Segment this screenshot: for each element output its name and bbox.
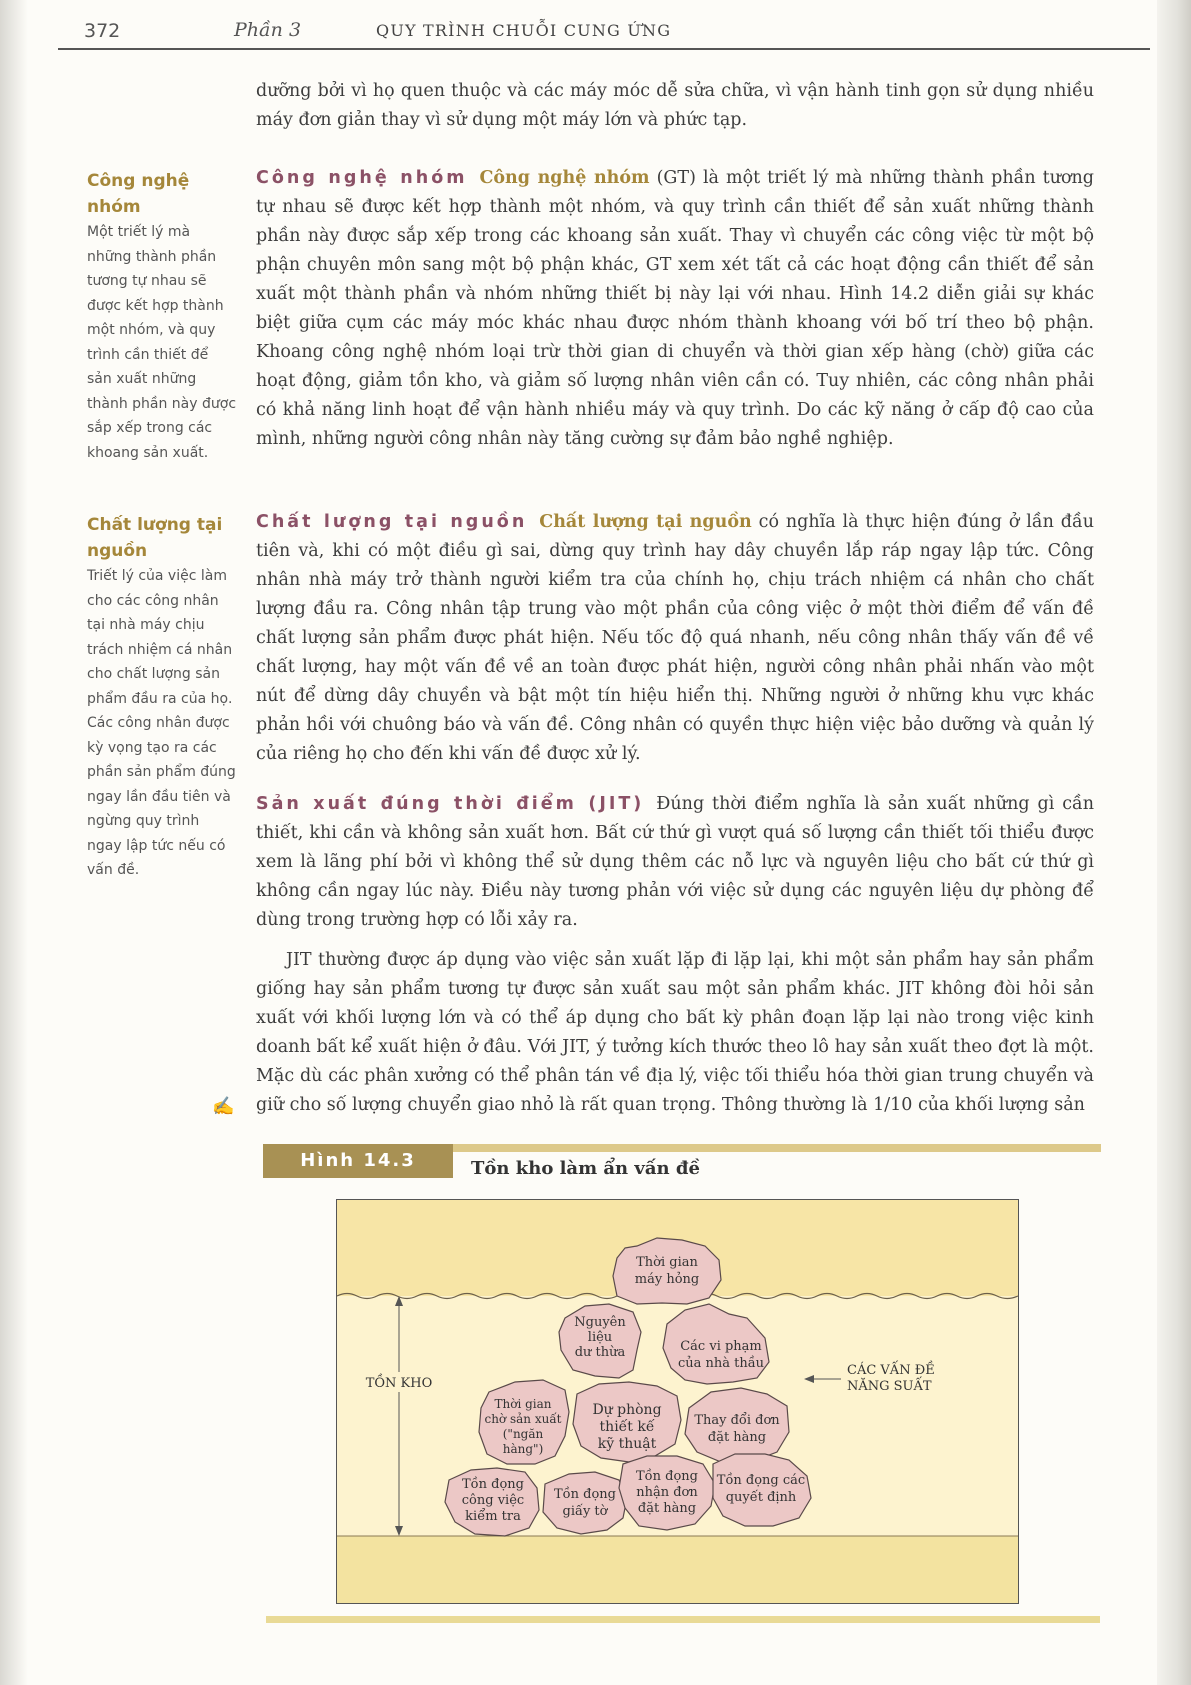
rock-label-inspection-backlog: Tồn đọng công việc kiểm tra [461,1477,525,1524]
margin-note-group-technology [87,168,237,465]
figure-header [263,1144,1101,1178]
section-text: có nghĩa là thực hiện đúng ở lần đầu tiên và, khi có một điều gì sai, dừng quy trình hay dây chuyền lắp ráp ngay lập tức. Công nhân nhà máy trở thành người kiểm tra của chính họ, chịu trách nhiệm cá nhân cho chất lượng đầu ra. Công nhân tập trung vào một phần của công việc ở một thời điểm để vấn đề chất lượng sản phẩm được phát hiện. Nếu tốc độ quá nhanh, nếu công nhân thấy vấn đề về chất lượng, hay một vấn đề về an toàn được phát hiện, người công nhân phải nhấn vào một nút để dừng dây chuyền và bật một tín hiệu hiển thị. Những người ở những khu vực khác phản hồi với chuông báo và vấn đề. Công nhân có quyền thực hiện việc bảo dưỡng và quản lý của riêng họ cho đến khi vấn đề được xử lý. [256,512,1094,764]
figure-bottom-rule [266,1616,1100,1623]
section-text: Đúng thời điểm nghĩa là sản xuất những gì cần thiết, khi cần và không sản xuất hơn. Bất cứ thứ gì vượt quá số lượng cần thiết tối thiểu được xem là lãng phí bởi vì không thể sử dụng thêm các nỗ lực và nguyên liệu cho bất cứ thứ gì không cần ngay lúc này. Điều này tương phản với việc sử dụng các nguyên liệu dự phòng để dùng trong trường hợp có lỗi xảy ra. [256,794,1094,930]
jit-text: JIT thường được áp dụng vào việc sản xuất lặp đi lặp lại, khi một sản phẩm hay sản phẩm giống hay sản phẩm tương tự được sản xuất sau một sản phẩm khác. JIT không đòi hỏi sản xuất với khối lượng lớn và có thể áp dụng cho bất kỳ phân đoạn lặp lại nào trong việc kinh doanh bất kể xuất hiện ở đâu. Với JIT, ý tưởng kích thước theo lô hay sản xuất theo đợt là một. Mặc dù các phân xưởng có thể phân tán về địa lý, việc tối thiểu hóa thời gian trung chuyển và giữ cho số lượng chuyển giao nhỏ là rất quan trọng. Thông thường là 1/10 của khối lượng sản [256,950,1094,1115]
inventory-hides-problems-diagram [336,1199,1019,1604]
margin-note-body: Một triết lý mà những thành phần tương tự nhau sẽ được kết hợp thành một nhóm, và quy trình cần thiết để sản xuất những thành phần này được sắp xếp trong các khoang sản xuất. [87,224,237,461]
intro-text: dưỡng bởi vì họ quen thuộc và các máy móc dễ sửa chữa, vì vận hành tinh gọn sử dụng nhiều máy đơn giản thay vì sử dụng một máy lớn và phức tạp. [256,81,1094,130]
margin-note-title: Chất lượng tại nguồn [87,515,223,561]
feather-icon: ✍ [212,1096,235,1117]
rock-label-engineering-design: Dự phòng thiết kế kỹ thuật [592,1402,662,1452]
figure-title: Tồn kho làm ẩn vấn đề [471,1158,700,1179]
rock-label-change-orders: Thay đổi đơn đặt hàng [694,1413,780,1445]
rock-label-queue-waiting: Thời gian chờ sản xuất ("ngăn hàng") [484,1397,562,1456]
section-jit [256,790,1094,935]
page-header [84,16,1144,46]
rock-machine-downtime [613,1238,721,1304]
section-term: Công nghệ nhóm [479,168,650,188]
chapter-title: QUY TRÌNH CHUỖI CUNG ỨNG [376,21,672,40]
margin-note-title: Công nghệ nhóm [87,171,190,217]
figure-label: Hình 14.3 [263,1144,453,1178]
section-heading: Sản xuất đúng thời điểm (JIT) [256,794,645,814]
page-number: 372 [84,20,121,42]
problems-label: CÁC VẤN ĐỀ NĂNG SUẤT [847,1363,935,1394]
page-edge [1157,0,1191,1685]
rock-paperwork-backlog [543,1472,627,1534]
ground-band [337,1536,1018,1603]
figure-header-rule [453,1144,1101,1152]
section-heading: Chất lượng tại nguồn [256,512,528,532]
rock-label-decision-backlog: Tồn đọng các quyết định [716,1473,806,1505]
rock-label-vendor-violations: Các vi phạm của nhà thầu [677,1339,765,1371]
jit-paragraph [256,946,1094,1120]
rock-label-machine-downtime: Thời gian máy hỏng [634,1255,700,1287]
page-binding-shadow [0,0,28,1685]
intro-paragraph [256,77,1094,135]
rock-label-excess-material: Nguyên liệu dư thừa [574,1315,626,1360]
section-quality-at-source [256,508,1094,769]
section-term: Chất lượng tại nguồn [539,512,752,532]
part-label: Phần 3 [234,19,302,41]
section-heading: Công nghệ nhóm [256,168,468,188]
header-rule [58,48,1150,50]
margin-note-quality-at-source [87,512,237,883]
section-text: (GT) là một triết lý mà những thành phần tương tự nhau sẽ được kết hợp thành một nhóm, và quy trình cần thiết để sản xuất những thành phần này được sắp xếp trong các khoang sản xuất. Thay vì chuyển các công việc từ một bộ phận chuyên môn sang một bộ phận khác, GT xem xét tất cả các hoạt động cần thiết để sản xuất một thành phần và nhóm những thiết bị này lại với nhau. Hình 14.2 diễn giải sự khác biệt giữa cụm các máy móc khác nhau được nhóm thành khoang với bố trí theo bộ phận. Khoang công nghệ nhóm loại trừ thời gian di chuyển và thời gian xếp hàng (chờ) giữa các hoạt động, giảm tồn kho, và giảm số lượng nhân viên cần có. Tuy nhiên, các công nhân phải có khả năng linh hoạt để vận hành nhiều máy và quy trình. Do các kỹ năng ở cấp độ cao của mình, những người công nhân này tăng cường sự đảm bảo nghề nghiệp. [256,168,1094,449]
section-group-technology [256,164,1094,454]
rock-label-order-entry-backlog: Tồn đọng nhận đơn đặt hàng [636,1469,698,1516]
rock-label-paperwork-backlog: Tồn đọng giấy tờ [554,1487,616,1519]
margin-note-body: Triết lý của việc làm cho các công nhân tại nhà máy chịu trách nhiệm cá nhân cho chất lượng sản phẩm đầu ra của họ. Các công nhân được kỳ vọng tạo ra các phần sản phẩm đúng ngay lần đầu tiên và ngừng quy trình ngay lập tức nếu có vấn đề. [87,568,236,878]
inventory-label: TỒN KHO [365,1376,433,1391]
